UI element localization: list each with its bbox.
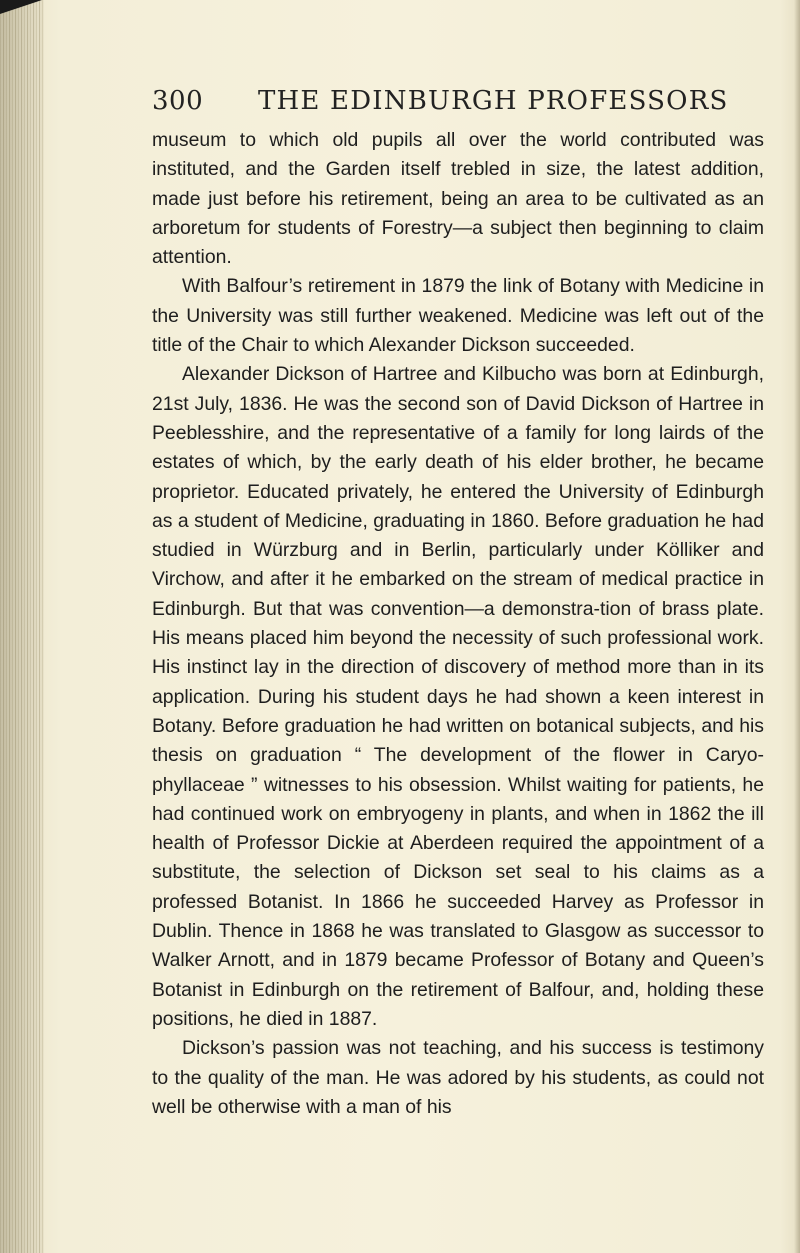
paragraph-4: Dickson’s passion was not teaching, and his success is testimony to the quality of the man. He was adored by his students, as could not well be otherwise with a man of his	[152, 1037, 764, 1118]
paragraph-1: museum to which old pupils all over the world contributed was instituted, and the Garden itself trebled in size, the latest addition, made just before his retirement, being an area to be cultivated as an arboretum for students of Forestry—a subject then beginning to claim attention.	[152, 129, 764, 269]
paragraph-3: Alexander Dickson of Hartree and Kilbucho was born at Edinburgh, 21st July, 1836. He was the second son of David Dickson of Hartree in Peeblesshire, and the representative of a family for long lairds of the estates of which, by the early death of his elder brother, he became proprietor. Educated privately, he entered the University of Edinburgh as a student of Medicine, graduating in 1860. Before graduation he had studied in Würzburg and in Berlin, particularly under Kölliker and Virchow, and after it he embarked on the stream of medical practice in Edinburgh. But that was convention—a demonstra-tion of brass plate. His means placed him beyond the necessity of such professional work. His instinct lay in the direction of discovery of method more than in its application. During his student days he had shown a keen interest in Botany. Before graduation he had written on botanical subjects, and his thesis on graduation “ The development of the flower in Caryo-phyllaceae ” witnesses to his obsession. Whilst waiting for patients, he had continued work on embryogeny in plants, and when in 1862 the ill health of Professor Dickie at Aberdeen required the appointment of a substitute, the selection of Dickson set seal to his claims as a professed Botanist. In 1866 he succeeded Harvey as Professor in Dublin. Thence in 1868 he was translated to Glasgow as successor to Walker Arnott, and in 1879 became Professor of Botany and Queen’s Botanist in Edinburgh on the retirement of Balfour, and, holding these positions, he died in 1887.	[152, 363, 764, 1030]
body-text	[152, 126, 764, 1122]
spine-shadow	[0, 0, 44, 1253]
page-number: 300	[152, 86, 204, 116]
right-page-edge	[794, 0, 800, 1253]
running-head: THE EDINBURGH PROFESSORS	[258, 86, 729, 116]
paragraph-2: With Balfour’s retirement in 1879 the link of Botany with Medicine in the University was still further weakened. Medicine was left out of the title of the Chair to which Alexander Dickson succeeded.	[152, 275, 764, 357]
page-header	[152, 86, 762, 122]
